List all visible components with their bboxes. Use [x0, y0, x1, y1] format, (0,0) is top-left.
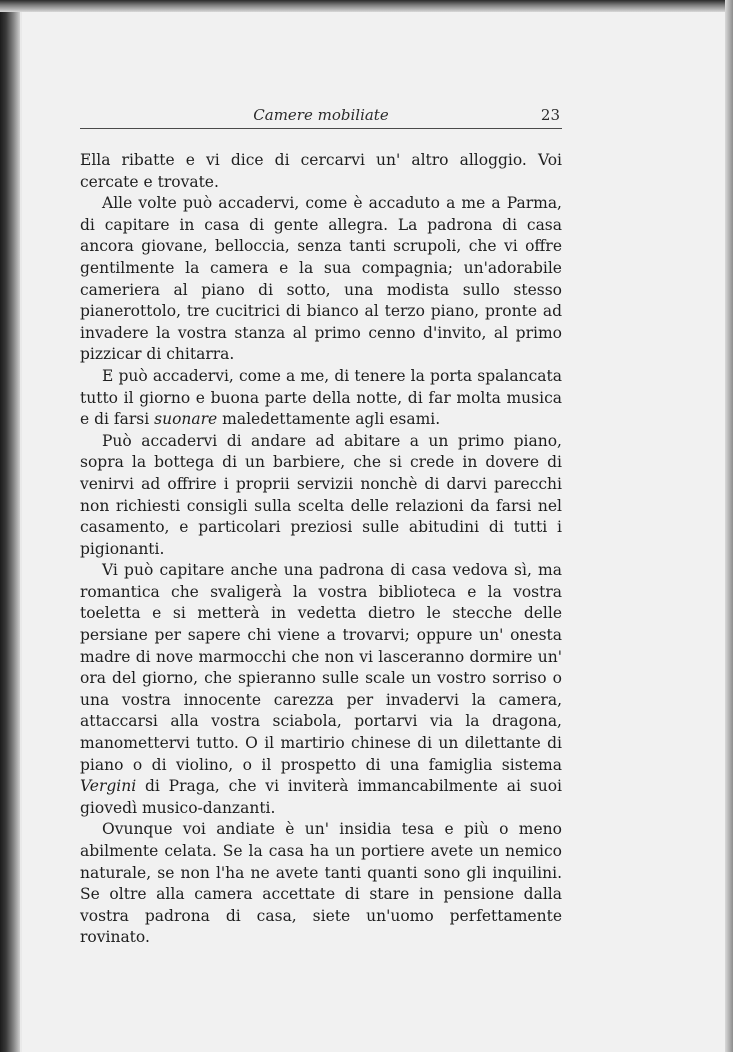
paragraph-1: Ella ribatte e vi dice di cercarvi un' altro alloggio. Voi cercate e trovate. — [80, 151, 562, 191]
paragraph-2: Alle volte può accadervi, come è accaduto a me a Parma, di capitare in casa di gente allegra. La padrona di casa ancora giovane, belloccia, senza tanti scrupoli, che vi offre gentilmente la camera e la sua compagnia; un'adorabile cameriera al piano di sotto, una modista sullo stesso pianerottolo, tre cucitrici di bianco al terzo piano, pronte ad invadere la vostra stanza al primo cenno d'invito, al primo pizzicar di chitarra. — [80, 194, 562, 364]
body-text — [80, 150, 562, 949]
paragraph-6: Ovunque voi andiate è un' insidia tesa e più o meno abilmente celata. Se la casa ha un portiere avete un nemico naturale, se non l'ha ne avete tanti quanti sono gli inquilini. Se oltre alla camera accettate di stare in pensione dalla vostra padrona di casa, siete un'uomo perfettamente rovinato. — [80, 820, 562, 947]
emphasis-vergini: Vergini — [80, 777, 137, 796]
paragraph-5 — [80, 560, 562, 819]
paragraph-5-text: Vi può capitare anche una padrona di casa vedova sì, ma romantica che svaligerà la vostra biblioteca e la vostra toeletta e si metterà in vedetta dietro le stecche delle persiane per sapere chi viene a trovarvi; oppure un' onesta madre di nove marmocchi che non vi lasceranno dormire un' ora del giorno, che spieranno sulle scale un vostro sorriso o una vostra innocente carezza per invadervi la camera, attaccarsi alla vostra sciabola, portarvi via la dragona, manomettervi tutto. O il martirio chinese di un dilettante di piano o di violino, o il prospetto di una famiglia sistema — [80, 561, 562, 774]
emphasis-suonare: suonare — [154, 410, 218, 429]
running-title: Camere mobiliate — [253, 106, 389, 124]
paragraph-3-text-end: maledettamente agli esami. — [217, 410, 441, 429]
page-number: 23 — [540, 106, 560, 124]
paragraph-3 — [80, 366, 562, 431]
page-top-edge — [0, 0, 733, 12]
page-right-edge — [725, 0, 733, 1052]
book-gutter — [0, 0, 20, 1052]
running-header — [80, 106, 562, 129]
paragraph-5-text-end: di Praga, che vi inviterà immancabilmente ai suoi giovedì musico-danzanti. — [80, 777, 562, 817]
paragraph-4: Può accadervi di andare ad abitare a un primo piano, sopra la bottega di un barbiere, che si crede in dovere di venirvi ad offrire i proprii servizii nonchè di darvi parecchi non richiesti consigli sulla scelta delle relazioni da farsi nel casamento, e particolari preziosi sulle abitudini di tutti i pigionanti. — [80, 431, 562, 558]
paragraph-3-text: E può accadervi, come a me, di tenere la porta spalancata tutto il giorno e buona parte della notte, di far molta musica e di farsi — [80, 366, 562, 429]
